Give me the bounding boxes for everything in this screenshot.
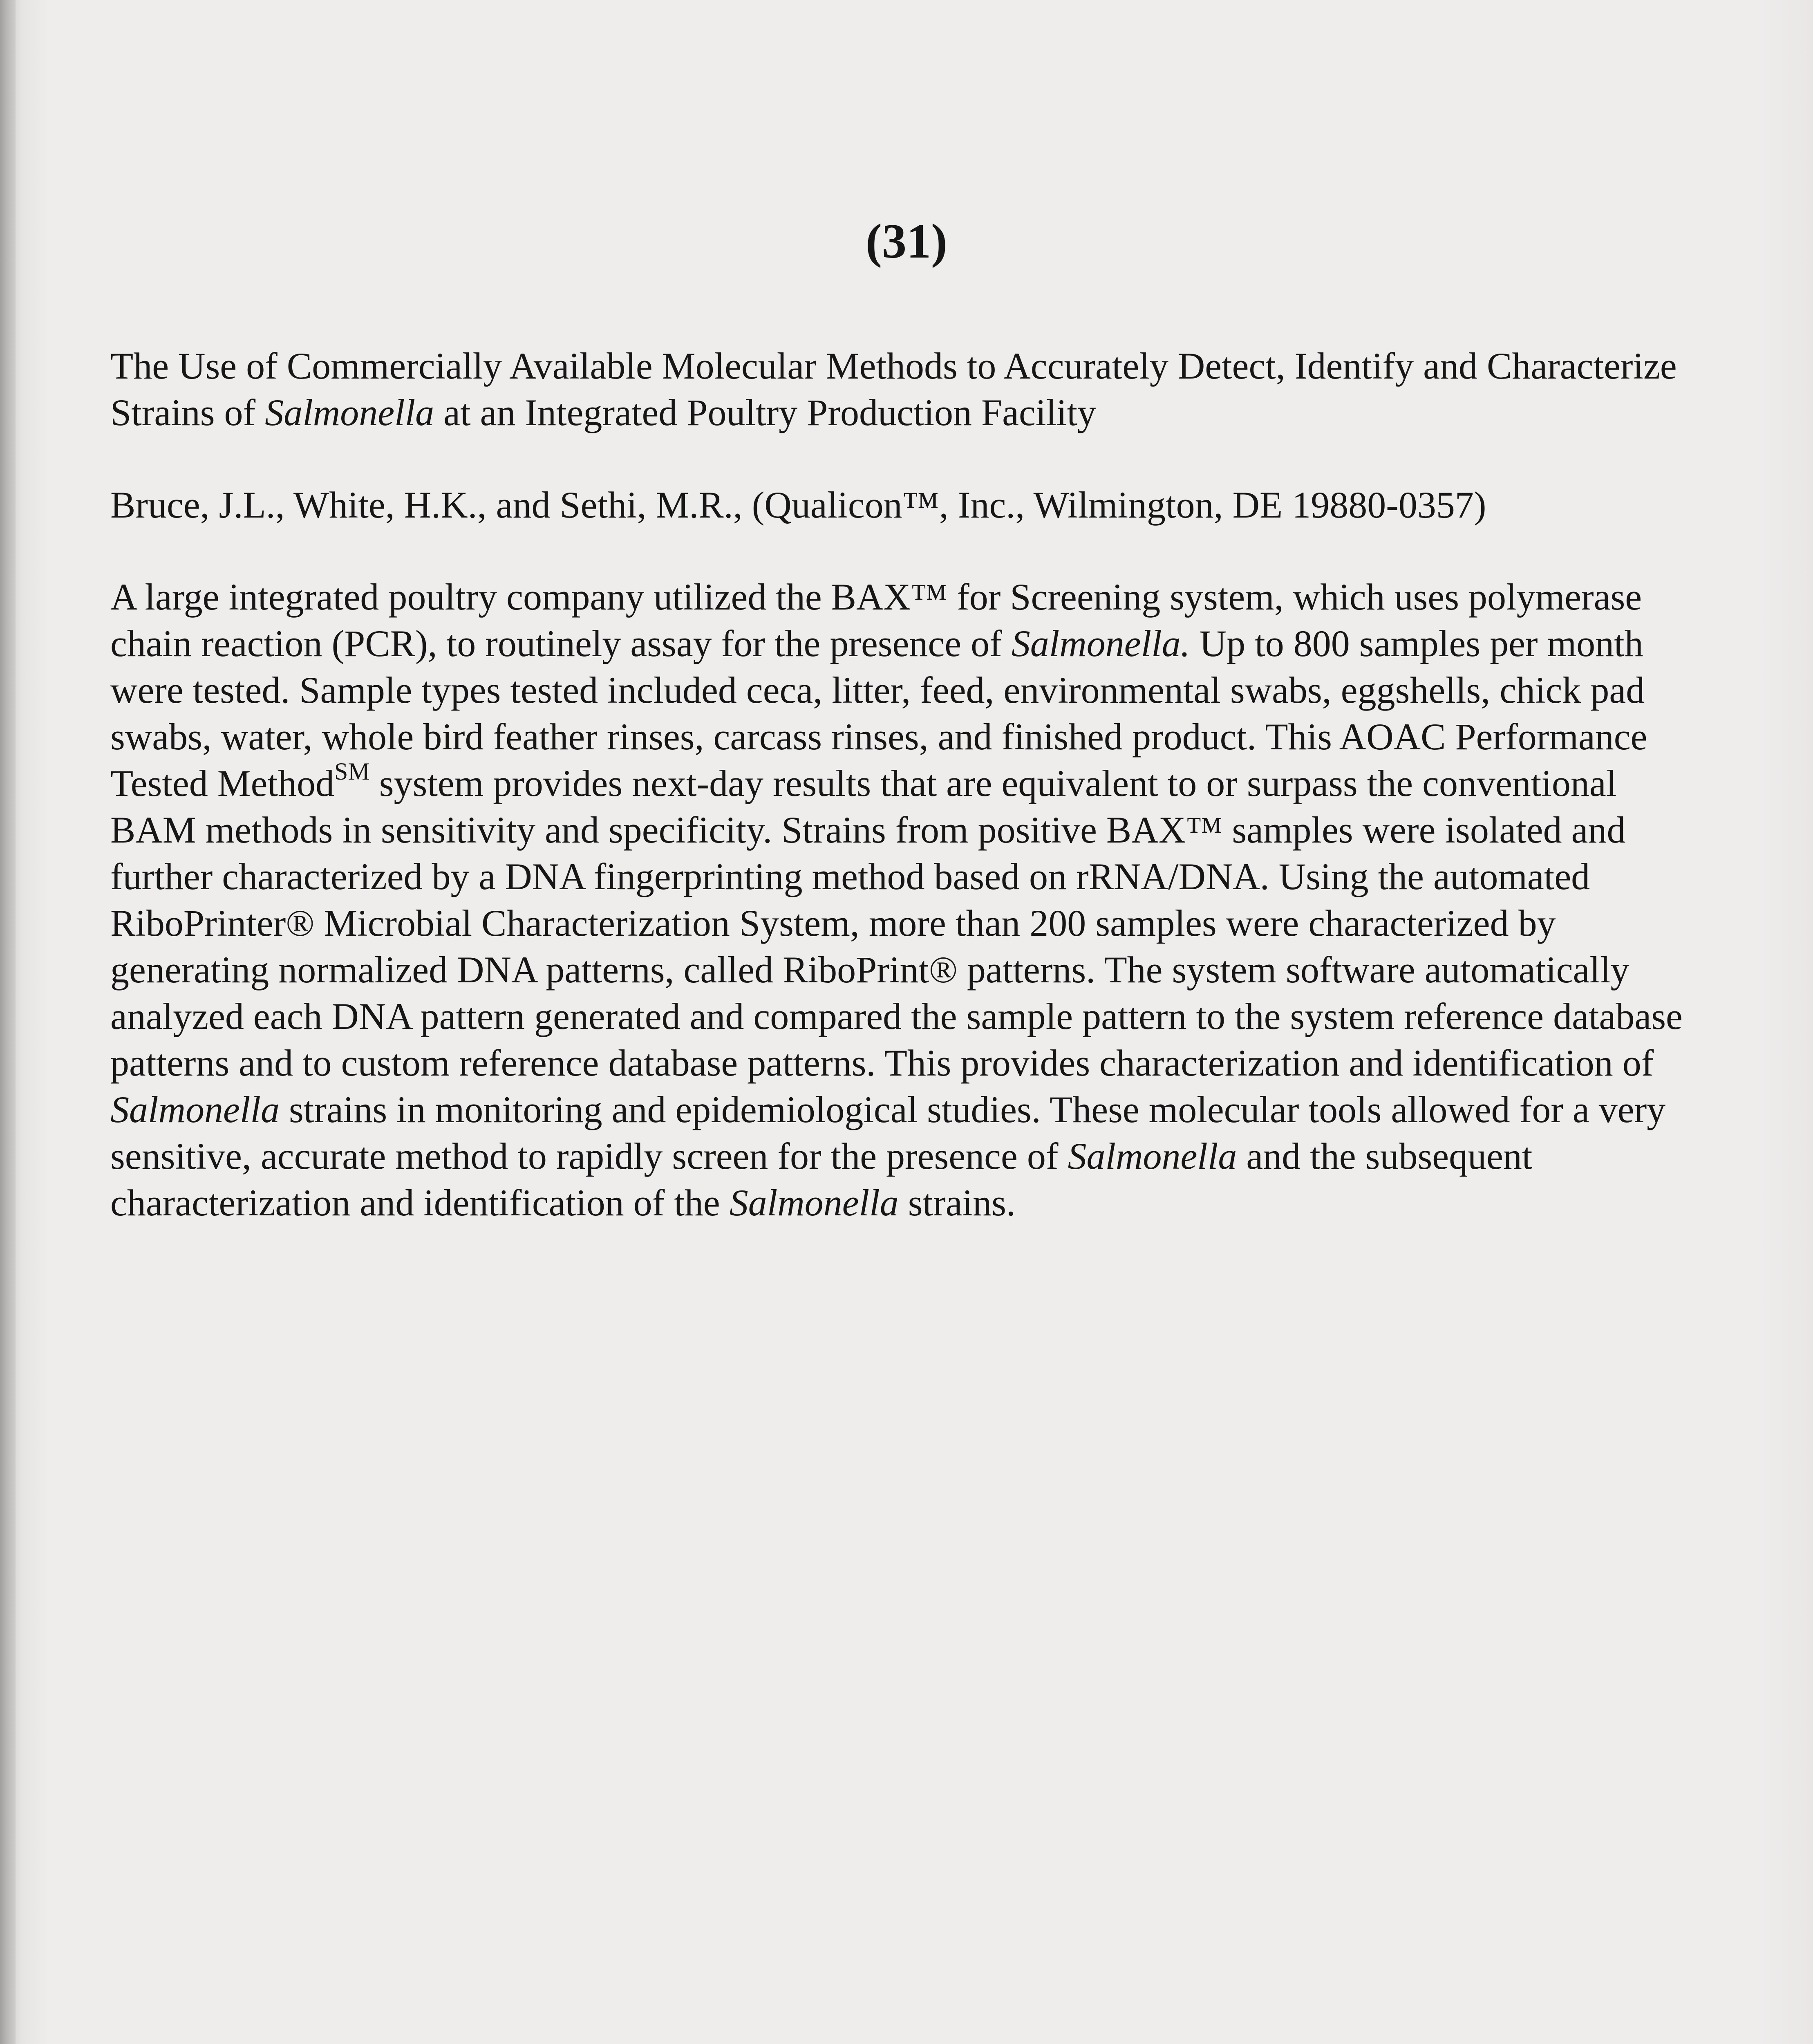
organism-name: Salmonella — [110, 1089, 280, 1130]
organism-name: Salmonella. — [1011, 623, 1190, 664]
abstract-title — [110, 343, 1704, 436]
abstract-body — [110, 574, 1704, 1226]
organism-name: Salmonella — [1068, 1135, 1237, 1177]
abstract-number: (31) — [866, 214, 947, 268]
binding-shadow — [0, 0, 16, 2044]
body-sentence: and the subsequent characterization and identification of the — [110, 1135, 1533, 1224]
body-sentence: A large integrated poultry company utilized the BAX™ for Screening system, which uses polymerase chain reaction (PCR), to routinely assay for the presence of — [110, 576, 1642, 664]
body-sentence: system provides next-day results that are equivalent to or surpass the conventional BAM methods in sensitivity and specificity. Strains from positive BAX™ samples were isolated and further characterized by a DNA fingerprinting method based on rRNA/DNA. Using the automated RiboPrinter® Microbial Characterization System, more than 200 samples were characterized by generating normalized DNA patterns, called RiboPrint® patterns. The system software automatically analyzed each DNA pattern generated and compared the sample pattern to the system reference database patterns and to custom reference database patterns. This provides characterization and identification of — [110, 762, 1683, 1084]
body-sentence: strains in monitoring and epidemiological studies. These molecular tools allowed for a very sensitive, accurate method to rapidly screen for the presence of — [110, 1089, 1666, 1177]
service-mark: SM — [334, 758, 370, 785]
title-text: The Use of Commercially Available Molecular Methods to Accurately Detect, Identify and Characterize Strains of — [110, 345, 1677, 433]
organism-name: Salmonella — [729, 1182, 899, 1224]
body-sentence: Up to 800 samples per month were tested. Sample types tested included ceca, litter, feed, environmental swabs, eggshells, chick pad swabs, water, whole bird feather rinses, carcass rinses, and finished product. This AOAC Performance Tested Method — [110, 623, 1647, 804]
body-sentence: strains. — [898, 1182, 1016, 1224]
title-organism: Salmonella — [265, 392, 434, 433]
title-text-end: at an Integrated Poultry Production Facility — [434, 392, 1097, 433]
author-line: Bruce, J.L., White, H.K., and Sethi, M.R., (Qualicon™, Inc., Wilmington, DE 19880-0357) — [110, 484, 1486, 526]
